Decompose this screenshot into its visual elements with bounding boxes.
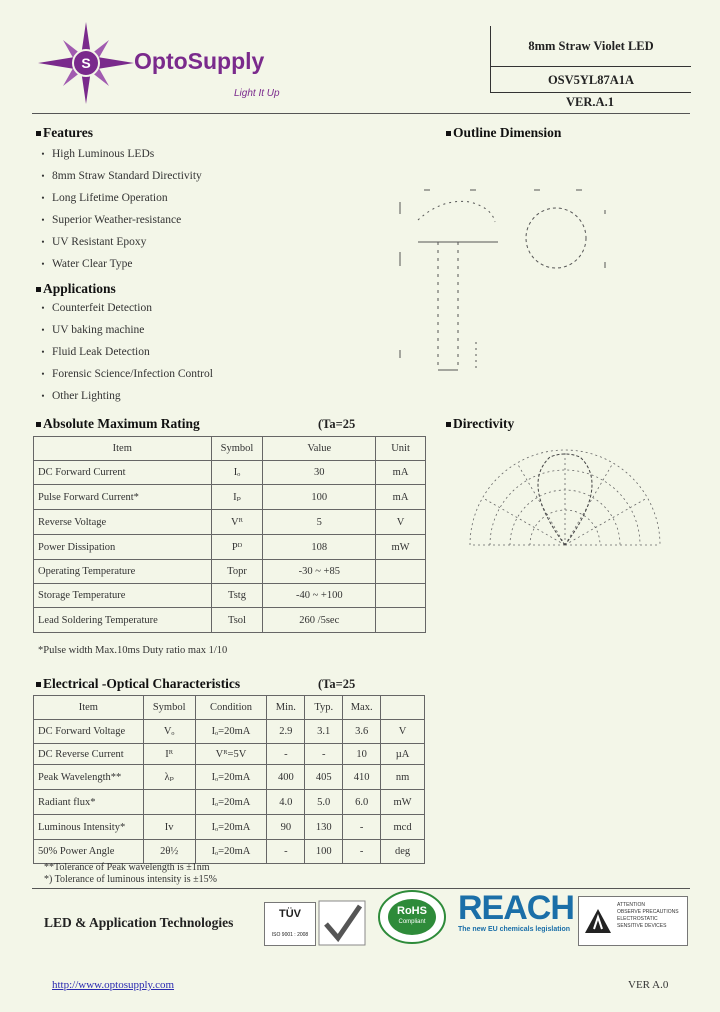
- table-cell: 5: [263, 510, 376, 535]
- table-cell: nm: [381, 765, 425, 790]
- table-cell: -: [267, 840, 305, 864]
- footer-version: VER A.0: [628, 979, 669, 991]
- table-row: [34, 584, 426, 608]
- table-row: [34, 840, 425, 864]
- applications-title: Applications: [36, 281, 116, 297]
- electro-title: Electrical -Optical Characteristics: [36, 676, 240, 692]
- table-cell: 410: [343, 765, 381, 790]
- list-item: • Fluid Leak Detection: [34, 346, 213, 368]
- table-cell: 30: [263, 461, 376, 485]
- table-cell: -30 ~ +85: [263, 560, 376, 584]
- abs-max-condition: (Ta=25: [318, 417, 356, 431]
- table-cell: 260 /5sec: [263, 608, 376, 633]
- table-cell: 108: [263, 535, 376, 560]
- directivity-chart: [460, 445, 670, 555]
- note-line: **Tolerance of Peak wavelength is ±1nm: [44, 862, 210, 873]
- col-header: Unit: [376, 437, 426, 461]
- table-cell: Iₒ=20mA: [195, 765, 267, 790]
- header-rule: [32, 113, 690, 114]
- col-header: Max.: [343, 696, 381, 720]
- table-cell: Vᴿ: [211, 510, 263, 535]
- tuv-label: TÜV: [279, 908, 301, 920]
- table-cell: mA: [376, 461, 426, 485]
- table-row: [34, 720, 425, 744]
- list-item: • Water Clear Type: [34, 258, 202, 280]
- checkmark-icon: [318, 900, 366, 946]
- electro-table: [33, 695, 425, 864]
- esd-line: ELECTROSTATIC: [617, 916, 658, 922]
- list-item: • Superior Weather-resistance: [34, 214, 202, 236]
- table-cell: 3.1: [305, 720, 343, 744]
- rohs-icon: [378, 890, 446, 944]
- table-cell: Operating Temperature: [34, 560, 212, 584]
- col-header: [381, 696, 425, 720]
- outline-title: Outline Dimension: [446, 125, 561, 141]
- note-line: *) Tolerance of luminous intensity is ±15%: [44, 874, 217, 885]
- table-cell: [376, 584, 426, 608]
- iso-label: ISO 9001 : 2008: [271, 932, 309, 938]
- table-cell: -: [343, 815, 381, 840]
- col-header: Condition: [195, 696, 267, 720]
- table-row: [34, 461, 426, 485]
- list-item: • Long Lifetime Operation: [34, 192, 202, 214]
- abs-max-table: [33, 436, 426, 633]
- website-link[interactable]: http://www.optosupply.com: [52, 979, 175, 991]
- table-cell: Luminous Intensity*: [34, 815, 144, 840]
- version-label: VER.A.1: [566, 95, 614, 109]
- table-cell: Radiant flux*: [34, 790, 144, 815]
- logo: [38, 22, 298, 104]
- table-cell: Reverse Voltage: [34, 510, 212, 535]
- table-cell: Iv: [143, 815, 195, 840]
- table-cell: 2.9: [267, 720, 305, 744]
- table-cell: 100: [305, 840, 343, 864]
- table-cell: 100: [263, 485, 376, 510]
- table-cell: Storage Temperature: [34, 584, 212, 608]
- electro-condition: (Ta=25: [318, 677, 356, 691]
- col-header: Typ.: [305, 696, 343, 720]
- col-header: Value: [263, 437, 376, 461]
- tuv-badge: [264, 902, 316, 946]
- table-row: [34, 560, 426, 584]
- table-cell: V: [376, 510, 426, 535]
- directivity-title: Directivity: [446, 416, 514, 432]
- table-cell: λₚ: [143, 765, 195, 790]
- table-cell: deg: [381, 840, 425, 864]
- table-cell: Iₒ=20mA: [195, 720, 267, 744]
- table-cell: -40 ~ +100: [263, 584, 376, 608]
- table-cell: -: [343, 840, 381, 864]
- list-item: • High Luminous LEDs: [34, 148, 202, 170]
- part-number: OSV5YL87A1A: [547, 73, 635, 87]
- table-row: [34, 790, 425, 815]
- table-cell: 400: [267, 765, 305, 790]
- abs-max-note: *Pulse width Max.10ms Duty ratio max 1/10: [38, 645, 228, 656]
- applications-list: [34, 302, 213, 412]
- table-cell: Power Dissipation: [34, 535, 212, 560]
- table-cell: Peak Wavelength**: [34, 765, 144, 790]
- title-block: [490, 26, 691, 93]
- table-cell: [143, 790, 195, 815]
- table-cell: 6.0: [343, 790, 381, 815]
- list-item: • UV baking machine: [34, 324, 213, 346]
- col-header: Item: [34, 437, 212, 461]
- col-header: Symbol: [211, 437, 263, 461]
- table-cell: DC Reverse Current: [34, 744, 144, 765]
- table-cell: [376, 560, 426, 584]
- table-cell: Iₒ=20mA: [195, 815, 267, 840]
- table-cell: -: [305, 744, 343, 765]
- esd-line: OBSERVE PRECAUTIONS: [617, 909, 679, 915]
- abs-max-title: Absolute Maximum Rating: [36, 416, 200, 432]
- table-cell: Iₒ: [211, 461, 263, 485]
- table-cell: mW: [376, 535, 426, 560]
- product-title: 8mm Straw Violet LED: [491, 26, 691, 67]
- table-cell: Vᴿ=5V: [195, 744, 267, 765]
- table-cell: Iₒ=20mA: [195, 840, 267, 864]
- footer-rule: [32, 888, 690, 889]
- table-cell: Pᴰ: [211, 535, 263, 560]
- esd-badge: [578, 896, 688, 946]
- rohs-label: RoHS: [397, 905, 427, 917]
- col-header: Min.: [267, 696, 305, 720]
- rohs-sub: Compliant: [398, 919, 426, 925]
- table-cell: Lead Soldering Temperature: [34, 608, 212, 633]
- table-cell: Iₒ=20mA: [195, 790, 267, 815]
- table-row: [34, 510, 426, 535]
- table-row: [34, 765, 425, 790]
- list-item: • Other Lighting: [34, 390, 213, 412]
- outline-drawing: [390, 180, 620, 380]
- table-cell: Vₒ: [143, 720, 195, 744]
- tagline: Light It Up: [234, 88, 280, 99]
- list-item: • Forensic Science/Infection Control: [34, 368, 213, 390]
- features-title: Features: [36, 125, 93, 141]
- col-header: Item: [34, 696, 144, 720]
- table-row: [34, 608, 426, 633]
- table-cell: mcd: [381, 815, 425, 840]
- table-row: [34, 815, 425, 840]
- rohs-badge: [378, 890, 446, 944]
- table-cell: Pulse Forward Current*: [34, 485, 212, 510]
- table-cell: V: [381, 720, 425, 744]
- reach-sub: The new EU chemicals legislation: [458, 926, 571, 933]
- table-cell: Topr: [211, 560, 263, 584]
- esd-line: ATTENTION: [617, 902, 645, 908]
- table-cell: mW: [381, 790, 425, 815]
- table-cell: 3.6: [343, 720, 381, 744]
- table-cell: 50% Power Angle: [34, 840, 144, 864]
- table-cell: Iₚ: [211, 485, 263, 510]
- star-logo-icon: [38, 22, 134, 104]
- reach-badge: [458, 889, 574, 944]
- table-cell: 10: [343, 744, 381, 765]
- table-cell: DC Forward Voltage: [34, 720, 144, 744]
- table-cell: mA: [376, 485, 426, 510]
- list-item: • UV Resistant Epoxy: [34, 236, 202, 258]
- col-header: Symbol: [143, 696, 195, 720]
- table-cell: -: [267, 744, 305, 765]
- table-row: [34, 485, 426, 510]
- list-item: • Counterfeit Detection: [34, 302, 213, 324]
- table-header-row: [34, 437, 426, 461]
- electro-notes: [44, 862, 217, 886]
- esd-warning-icon: [583, 907, 613, 935]
- table-cell: 90: [267, 815, 305, 840]
- table-cell: Iᴿ: [143, 744, 195, 765]
- table-cell: 130: [305, 815, 343, 840]
- table-cell: 4.0: [267, 790, 305, 815]
- table-cell: µA: [381, 744, 425, 765]
- company-name: LED & Application Technologies: [44, 915, 234, 930]
- table-header-row: [34, 696, 425, 720]
- logo-letter: S: [81, 55, 91, 71]
- reach-label: REACH: [458, 889, 574, 927]
- table-cell: Tstg: [211, 584, 263, 608]
- list-item: • 8mm Straw Standard Directivity: [34, 170, 202, 192]
- table-cell: DC Forward Current: [34, 461, 212, 485]
- table-cell: [376, 608, 426, 633]
- table-cell: Tsol: [211, 608, 263, 633]
- table-cell: 2θ½: [143, 840, 195, 864]
- brand-name: OptoSupply: [134, 48, 265, 74]
- esd-line: SENSITIVE DEVICES: [617, 923, 667, 929]
- table-row: [34, 535, 426, 560]
- table-row: [34, 744, 425, 765]
- features-list: [34, 148, 202, 280]
- table-cell: 405: [305, 765, 343, 790]
- table-cell: 5.0: [305, 790, 343, 815]
